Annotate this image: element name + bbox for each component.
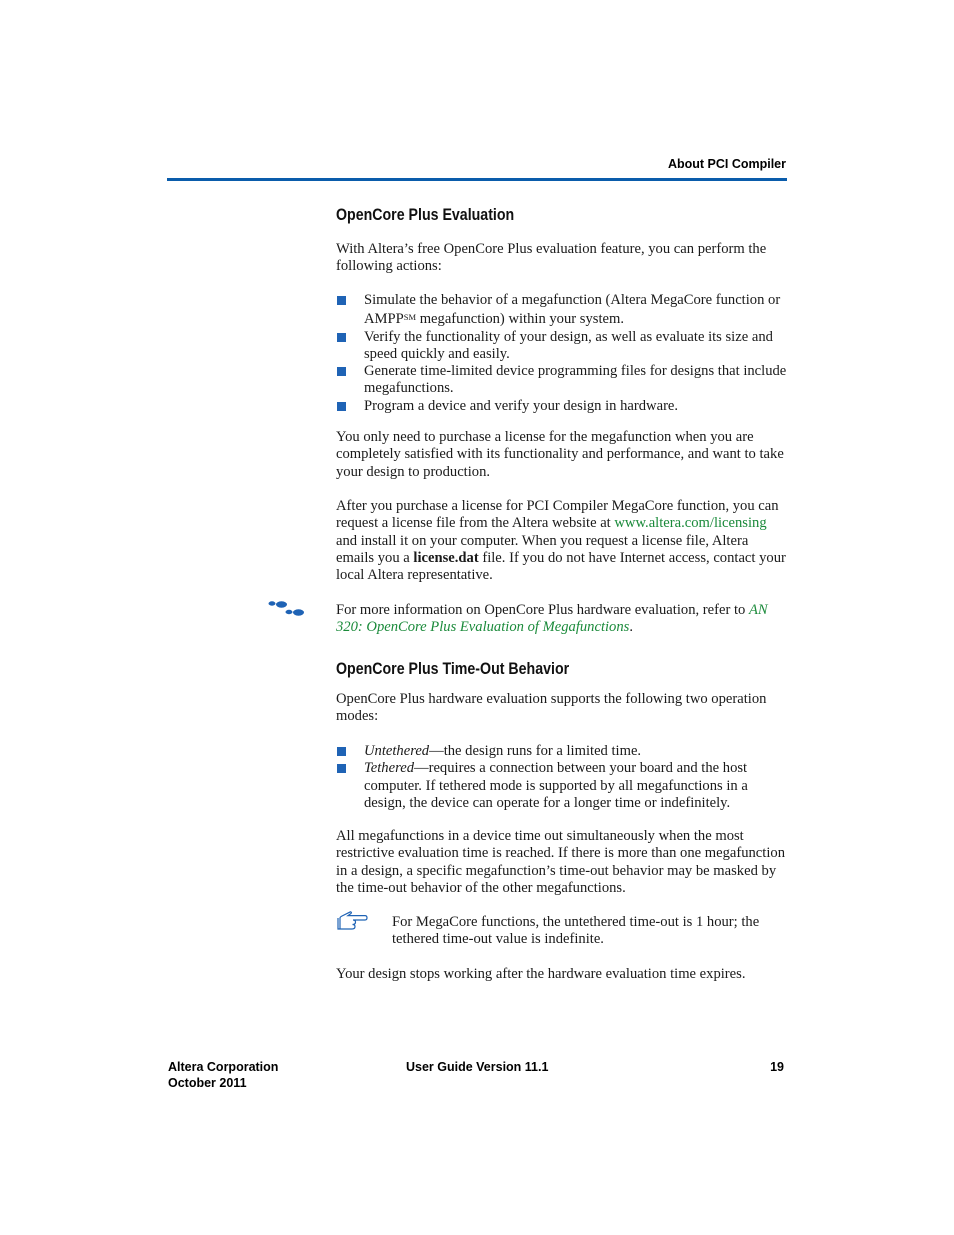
list-item (336, 329, 788, 364)
license-file-name: license.dat (413, 549, 479, 566)
timeout-paragraph (336, 828, 788, 897)
closing-paragraph (336, 966, 788, 983)
section-opencore-plus-evaluation (336, 207, 788, 224)
list-item (336, 760, 788, 812)
mode-term: Tethered (364, 760, 414, 777)
paragraph-text: file. If you do not have Internet access, contact your local Altera representative. (336, 549, 786, 584)
list-item-text: Generate time-limited device programming files for designs that include megafunctions. (364, 363, 787, 397)
square-bullet-icon (337, 747, 346, 756)
note-text: For MegaCore functions, the untethered time-out is 1 hour; the tethered time-out value is indefinite. (392, 914, 760, 948)
note-more-information (336, 602, 788, 637)
list-item-text: Simulate the behavior of a megafunction (Altera MegaCore function or AMPP (364, 292, 781, 328)
note-text: For more information on OpenCore Plus hardware evaluation, refer to (336, 602, 749, 618)
footer-left (168, 1059, 278, 1091)
note-untethered-timeout (392, 914, 788, 949)
pointing-hand-icon (336, 911, 368, 936)
list-item-text: —the design runs for a limited time. (429, 743, 642, 759)
square-bullet-icon (337, 402, 346, 411)
footer-company: Altera Corporation (168, 1060, 279, 1074)
modes-list (336, 743, 788, 812)
paragraph-text: and install it on your computer. When you request a license file, Altera emails you a (336, 532, 749, 566)
footsteps-icon (268, 600, 306, 623)
list-item (336, 398, 788, 415)
square-bullet-icon (337, 296, 346, 305)
footer-page-number: 19 (770, 1060, 784, 1074)
actions-list (336, 292, 788, 415)
mode-term: Untethered (364, 743, 430, 759)
licensing-link[interactable]: www.altera.com/licensing (614, 515, 767, 532)
running-head: About PCI Compiler (667, 157, 786, 171)
note-text-end: . (629, 619, 633, 636)
list-item-text: megafunction) within your system. (416, 311, 624, 328)
paragraph-text: All megafunctions in a device time out simultaneously when the most restrictive evaluation time is reached. If there is more than one megafunction in a design, a specific megafunction’s time-out behavior may be masked by the time-out behavior of the other megafunctions. (336, 828, 785, 896)
license-paragraph (336, 429, 788, 481)
list-item (336, 743, 788, 760)
service-mark: SM (403, 312, 417, 323)
list-item-text: Program a device and verify your design in hardware. (364, 397, 679, 414)
header-rule (167, 178, 787, 181)
list-item-text: Verify the functionality of your design, as well as evaluate its size and speed quickly and easily. (364, 328, 773, 362)
paragraph-text: After you purchase a license for PCI Compiler MegaCore function, you can request a license file from the Altera website at (336, 498, 779, 532)
square-bullet-icon (337, 764, 346, 773)
modes-intro-paragraph (336, 691, 788, 726)
section-title: OpenCore Plus Time-Out Behavior (336, 660, 570, 678)
license-request-paragraph (336, 498, 788, 584)
paragraph-text: You only need to purchase a license for the megafunction when you are completely satisfied with its functionality and performance, and want to take your design to production. (336, 429, 784, 480)
footer-guide-version: User Guide Version 11.1 (406, 1060, 549, 1074)
paragraph-text: Your design stops working after the hardware evaluation time expires. (336, 966, 746, 982)
square-bullet-icon (337, 367, 346, 376)
an320-link-text: AN 320: OpenCore Plus Evaluation of Megafunctions (336, 602, 768, 636)
list-item (336, 292, 788, 329)
footer-date: October 2011 (168, 1076, 247, 1090)
paragraph-text: OpenCore Plus hardware evaluation supports the following two operation modes: (336, 691, 767, 725)
list-item (336, 363, 788, 398)
intro-paragraph (336, 241, 788, 276)
square-bullet-icon (337, 333, 346, 342)
section-time-out-behavior (336, 661, 788, 678)
list-item-text: —requires a connection between your board and the host computer. If tethered mode is supported by all megafunctions in a design, the device can operate for a longer time or indefinitely. (364, 760, 748, 811)
section-title: OpenCore Plus Evaluation (336, 206, 515, 224)
intro-text: With Altera’s free OpenCore Plus evaluation feature, you can perform the following actions: (336, 241, 767, 275)
